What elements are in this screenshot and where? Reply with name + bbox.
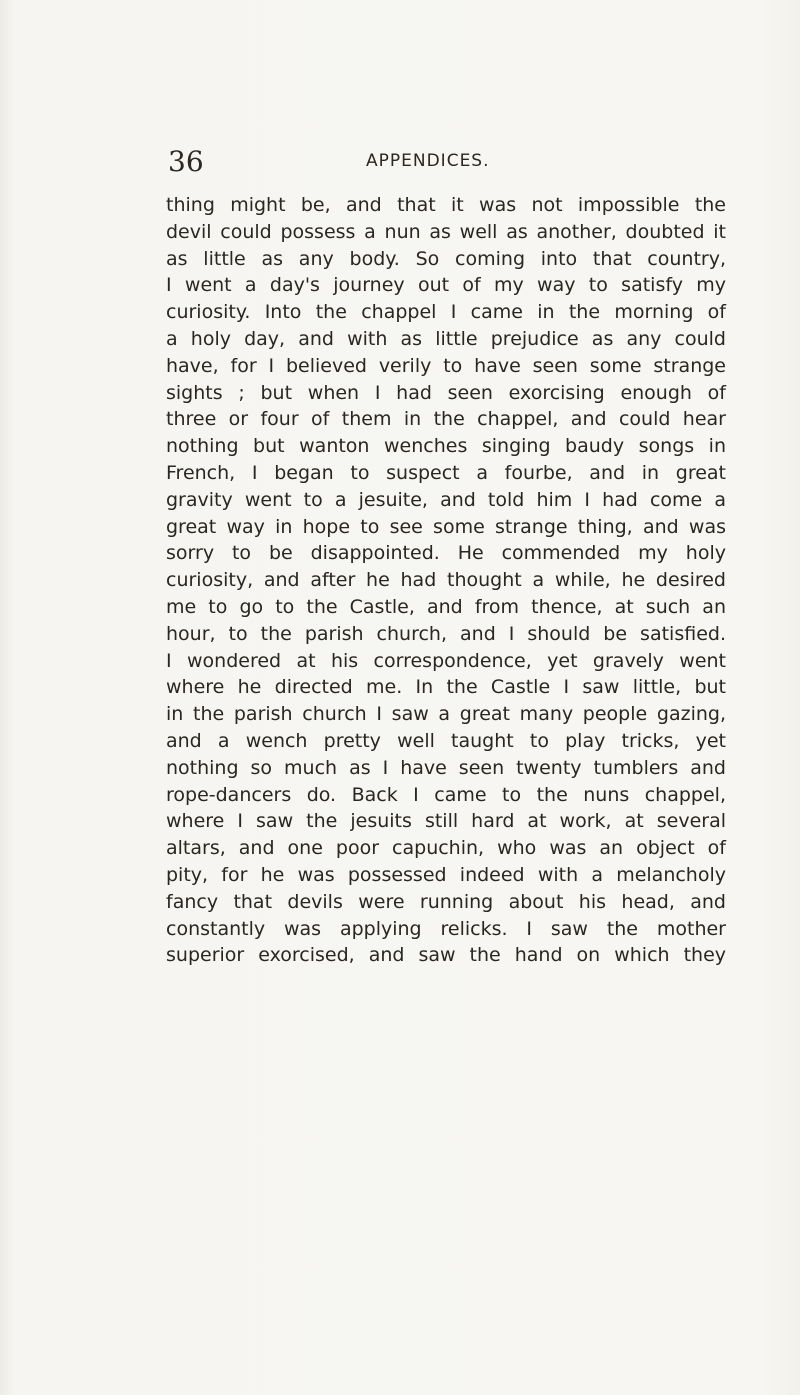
text-line: curiosity, and after he had thought a while, he desired — [166, 569, 726, 592]
running-head — [168, 145, 628, 179]
text-line: altars, and one poor capuchin, who was an object of — [166, 837, 726, 860]
text-line: where I saw the jesuits still hard at work, at several — [166, 810, 726, 833]
text-line: great way in hope to see some strange thing, and was — [166, 515, 726, 538]
text-line: as little as any body. So coming into that country, — [166, 247, 726, 270]
text-line: fancy that devils were running about his head, and — [166, 890, 726, 913]
text-line: hour, to the parish church, and I should be satisfied. — [166, 622, 726, 645]
text-line: nothing so much as I have seen twenty tumblers and — [166, 756, 726, 779]
text-line: superior exorcised, and saw the hand on which they — [166, 944, 726, 967]
text-line: curiosity. Into the chappel I came in the morning of — [166, 301, 726, 324]
text-line: rope-dancers do. Back I came to the nuns chappel, — [166, 783, 726, 806]
text-line: devil could possess a nun as well as another, doubted it — [166, 220, 726, 243]
text-line: nothing but wanton wenches singing baudy songs in — [166, 435, 726, 458]
text-line: French, I began to suspect a fourbe, and in great — [166, 461, 726, 484]
page-number: 36 — [168, 145, 204, 178]
text-line: I went a day's journey out of my way to satisfy my — [166, 274, 726, 297]
text-line: three or four of them in the chappel, and could hear — [166, 408, 726, 431]
text-line: sights ; but when I had seen exorcising enough of — [166, 381, 726, 404]
text-line: pity, for he was possessed indeed with a melancholy — [166, 863, 726, 886]
text-line: in the parish church I saw a great many people gazing, — [166, 703, 726, 726]
text-line: where he directed me. In the Castle I saw little, but — [166, 676, 726, 699]
text-line: have, for I believed verily to have seen some strange — [166, 354, 726, 377]
text-line: gravity went to a jesuite, and told him I had come a — [166, 488, 726, 511]
text-line: constantly was applying relicks. I saw the mother — [166, 917, 726, 940]
text-line: a holy day, and with as little prejudice as any could — [166, 327, 726, 350]
running-title: APPENDICES. — [366, 151, 490, 171]
text-line: sorry to be disappointed. He commended my holy — [166, 542, 726, 565]
text-line: me to go to the Castle, and from thence, at such an — [166, 595, 726, 618]
text-line: I wondered at his correspondence, yet gravely went — [166, 649, 726, 672]
text-line: and a wench pretty well taught to play tricks, yet — [166, 729, 726, 752]
body-text — [166, 192, 766, 969]
text-line: thing might be, and that it was not impossible the — [166, 194, 726, 216]
